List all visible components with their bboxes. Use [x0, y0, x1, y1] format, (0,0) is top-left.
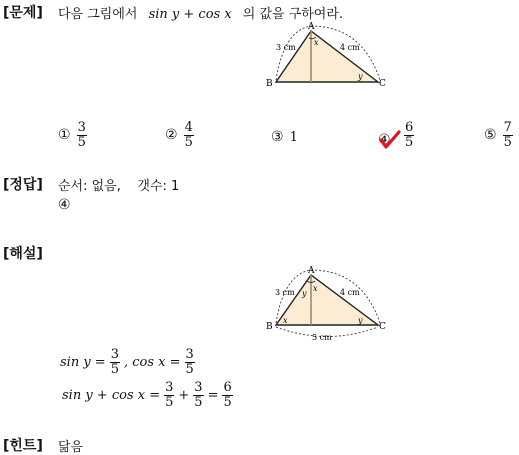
vertex-a: A — [308, 22, 315, 32]
angle-y-label: y — [358, 72, 363, 81]
numerator: 3 — [194, 380, 203, 395]
angle-x-top-label: x — [313, 284, 318, 293]
choice-5-fraction — [503, 121, 513, 149]
question-math: sin y + cos x — [148, 7, 232, 22]
choice-3-number: ③ — [271, 129, 284, 145]
angle-x-label: x — [314, 38, 319, 47]
triangle-fill — [276, 31, 378, 82]
numerator: 3 — [185, 347, 194, 362]
choice-2[interactable] — [165, 121, 194, 149]
sin-y-eq: sin y = — [60, 354, 106, 370]
side-ac-label: 4 cm — [340, 43, 360, 52]
choice-4[interactable] — [378, 121, 414, 149]
choice-1-fraction — [77, 121, 87, 149]
numerator: 7 — [503, 120, 512, 135]
vertex-c: C — [379, 79, 386, 89]
fraction-sin-y — [110, 348, 120, 376]
fraction-a — [164, 381, 174, 409]
vertex-b: B — [266, 79, 273, 89]
question-text: 다음 그림에서 — [58, 7, 138, 22]
question — [58, 3, 343, 22]
numerator: 3 — [77, 120, 86, 135]
numerator: 4 — [184, 120, 193, 135]
side-ac-label: 4 cm — [340, 288, 360, 297]
denominator: 5 — [405, 134, 414, 150]
side-ab-label: 3 cm — [275, 288, 295, 297]
denominator: 5 — [194, 394, 203, 410]
denominator: 5 — [165, 394, 174, 410]
question-tail: 의 값을 구하여라. — [242, 7, 344, 22]
numerator: 6 — [405, 120, 414, 135]
choice-2-fraction — [184, 121, 194, 149]
cos-x-eq: , cos x = — [123, 354, 181, 370]
choice-2-number: ② — [165, 127, 178, 144]
solution-line-2 — [62, 381, 233, 409]
denominator: 5 — [110, 361, 119, 377]
side-bc-label: 5 cm — [312, 333, 332, 342]
answer-label: [정답] — [3, 177, 43, 193]
side-ab-label: 3 cm — [276, 43, 296, 52]
choice-5[interactable] — [484, 121, 513, 149]
equals-sign: = — [207, 387, 219, 403]
answer-value: ④ — [58, 197, 71, 213]
denominator: 5 — [503, 134, 512, 150]
denominator: 5 — [77, 134, 86, 150]
solution-label: [해설] — [3, 246, 43, 262]
fraction-cos-x — [185, 348, 195, 376]
choice-4-marker — [378, 126, 394, 149]
vertex-c: C — [379, 322, 386, 332]
problem-figure — [262, 22, 392, 94]
choice-1-number: ① — [58, 127, 71, 144]
denominator: 5 — [185, 361, 194, 377]
choice-4-number: ④ — [378, 132, 391, 149]
denominator: 5 — [184, 134, 193, 150]
angle-x-base-label: x — [283, 316, 288, 325]
sum-expression: sin y + cos x = — [62, 387, 161, 403]
vertex-a: A — [308, 266, 315, 276]
fraction-result — [222, 381, 232, 409]
fraction-b — [193, 381, 203, 409]
angle-y-base-label: y — [358, 316, 363, 325]
choice-3-value: 1 — [289, 129, 298, 145]
choice-5-number: ⑤ — [484, 127, 497, 144]
check-icon — [379, 130, 401, 150]
numerator: 3 — [110, 347, 119, 362]
hint-label: [힌트] — [3, 438, 43, 454]
denominator: 5 — [223, 394, 232, 410]
numerator: 6 — [223, 380, 232, 395]
problem-label: [문제] — [3, 5, 43, 21]
angle-y-top-label: y — [302, 289, 307, 298]
numerator: 3 — [165, 380, 174, 395]
solution-figure — [262, 266, 392, 346]
answer-line: 순서: 없음, 갯수: 1 — [58, 179, 180, 194]
choice-1[interactable] — [58, 121, 87, 149]
choice-3[interactable] — [271, 129, 298, 145]
vertex-b: B — [266, 322, 273, 332]
hint-text: 닮음 — [58, 440, 84, 455]
choice-4-fraction — [404, 121, 414, 149]
plus-sign: + — [178, 387, 190, 403]
solution-line-1 — [60, 348, 195, 376]
triangle-fill — [276, 275, 378, 325]
